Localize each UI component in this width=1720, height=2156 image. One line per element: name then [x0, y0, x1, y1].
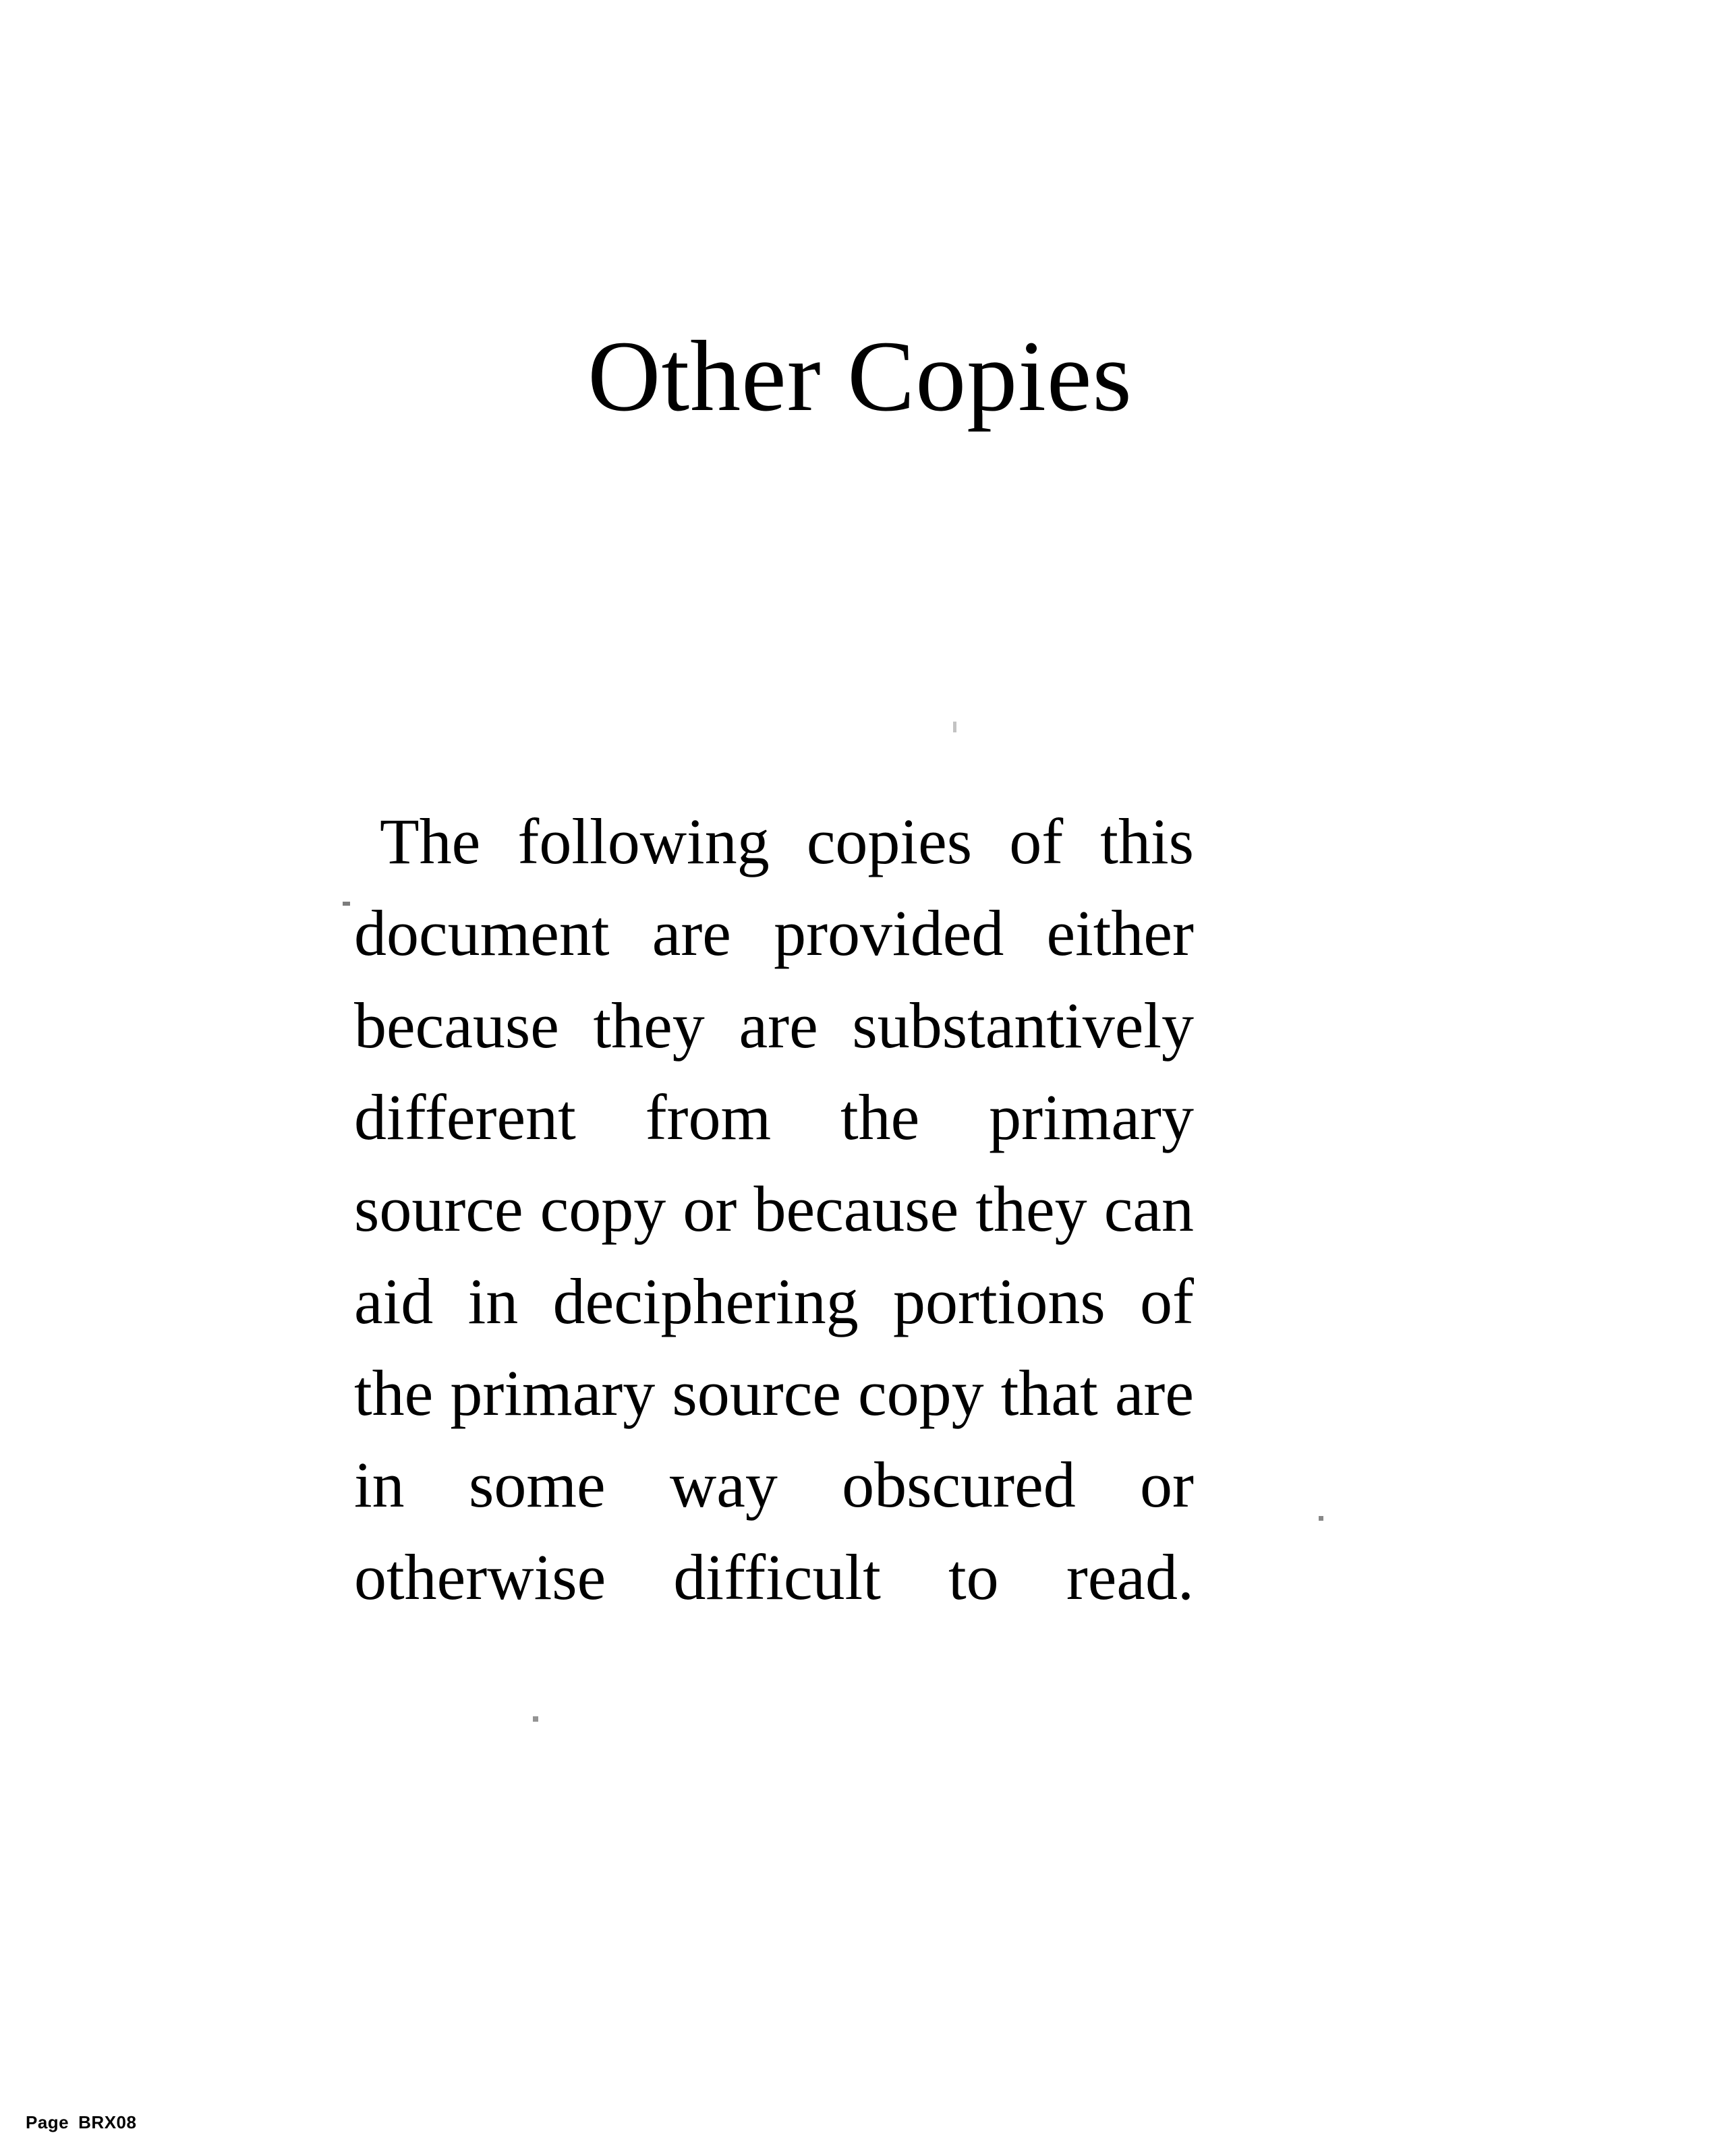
- scan-speck: [1319, 1516, 1323, 1521]
- footer-code: BRX08: [78, 2112, 137, 2132]
- page-footer: [26, 2112, 136, 2133]
- scan-speck: [343, 902, 350, 906]
- page-title: Other Copies: [587, 320, 1133, 432]
- scan-speck: [953, 722, 956, 732]
- footer-label: Page: [26, 2112, 69, 2132]
- body-paragraph: The following copies of this document are provided either because they are substantively different from the primary source copy or because they can aid in deciphering portions of the primary source copy that are in some way obscured or otherwise difficult to read.: [354, 805, 1194, 1613]
- scan-speck: [533, 1716, 538, 1722]
